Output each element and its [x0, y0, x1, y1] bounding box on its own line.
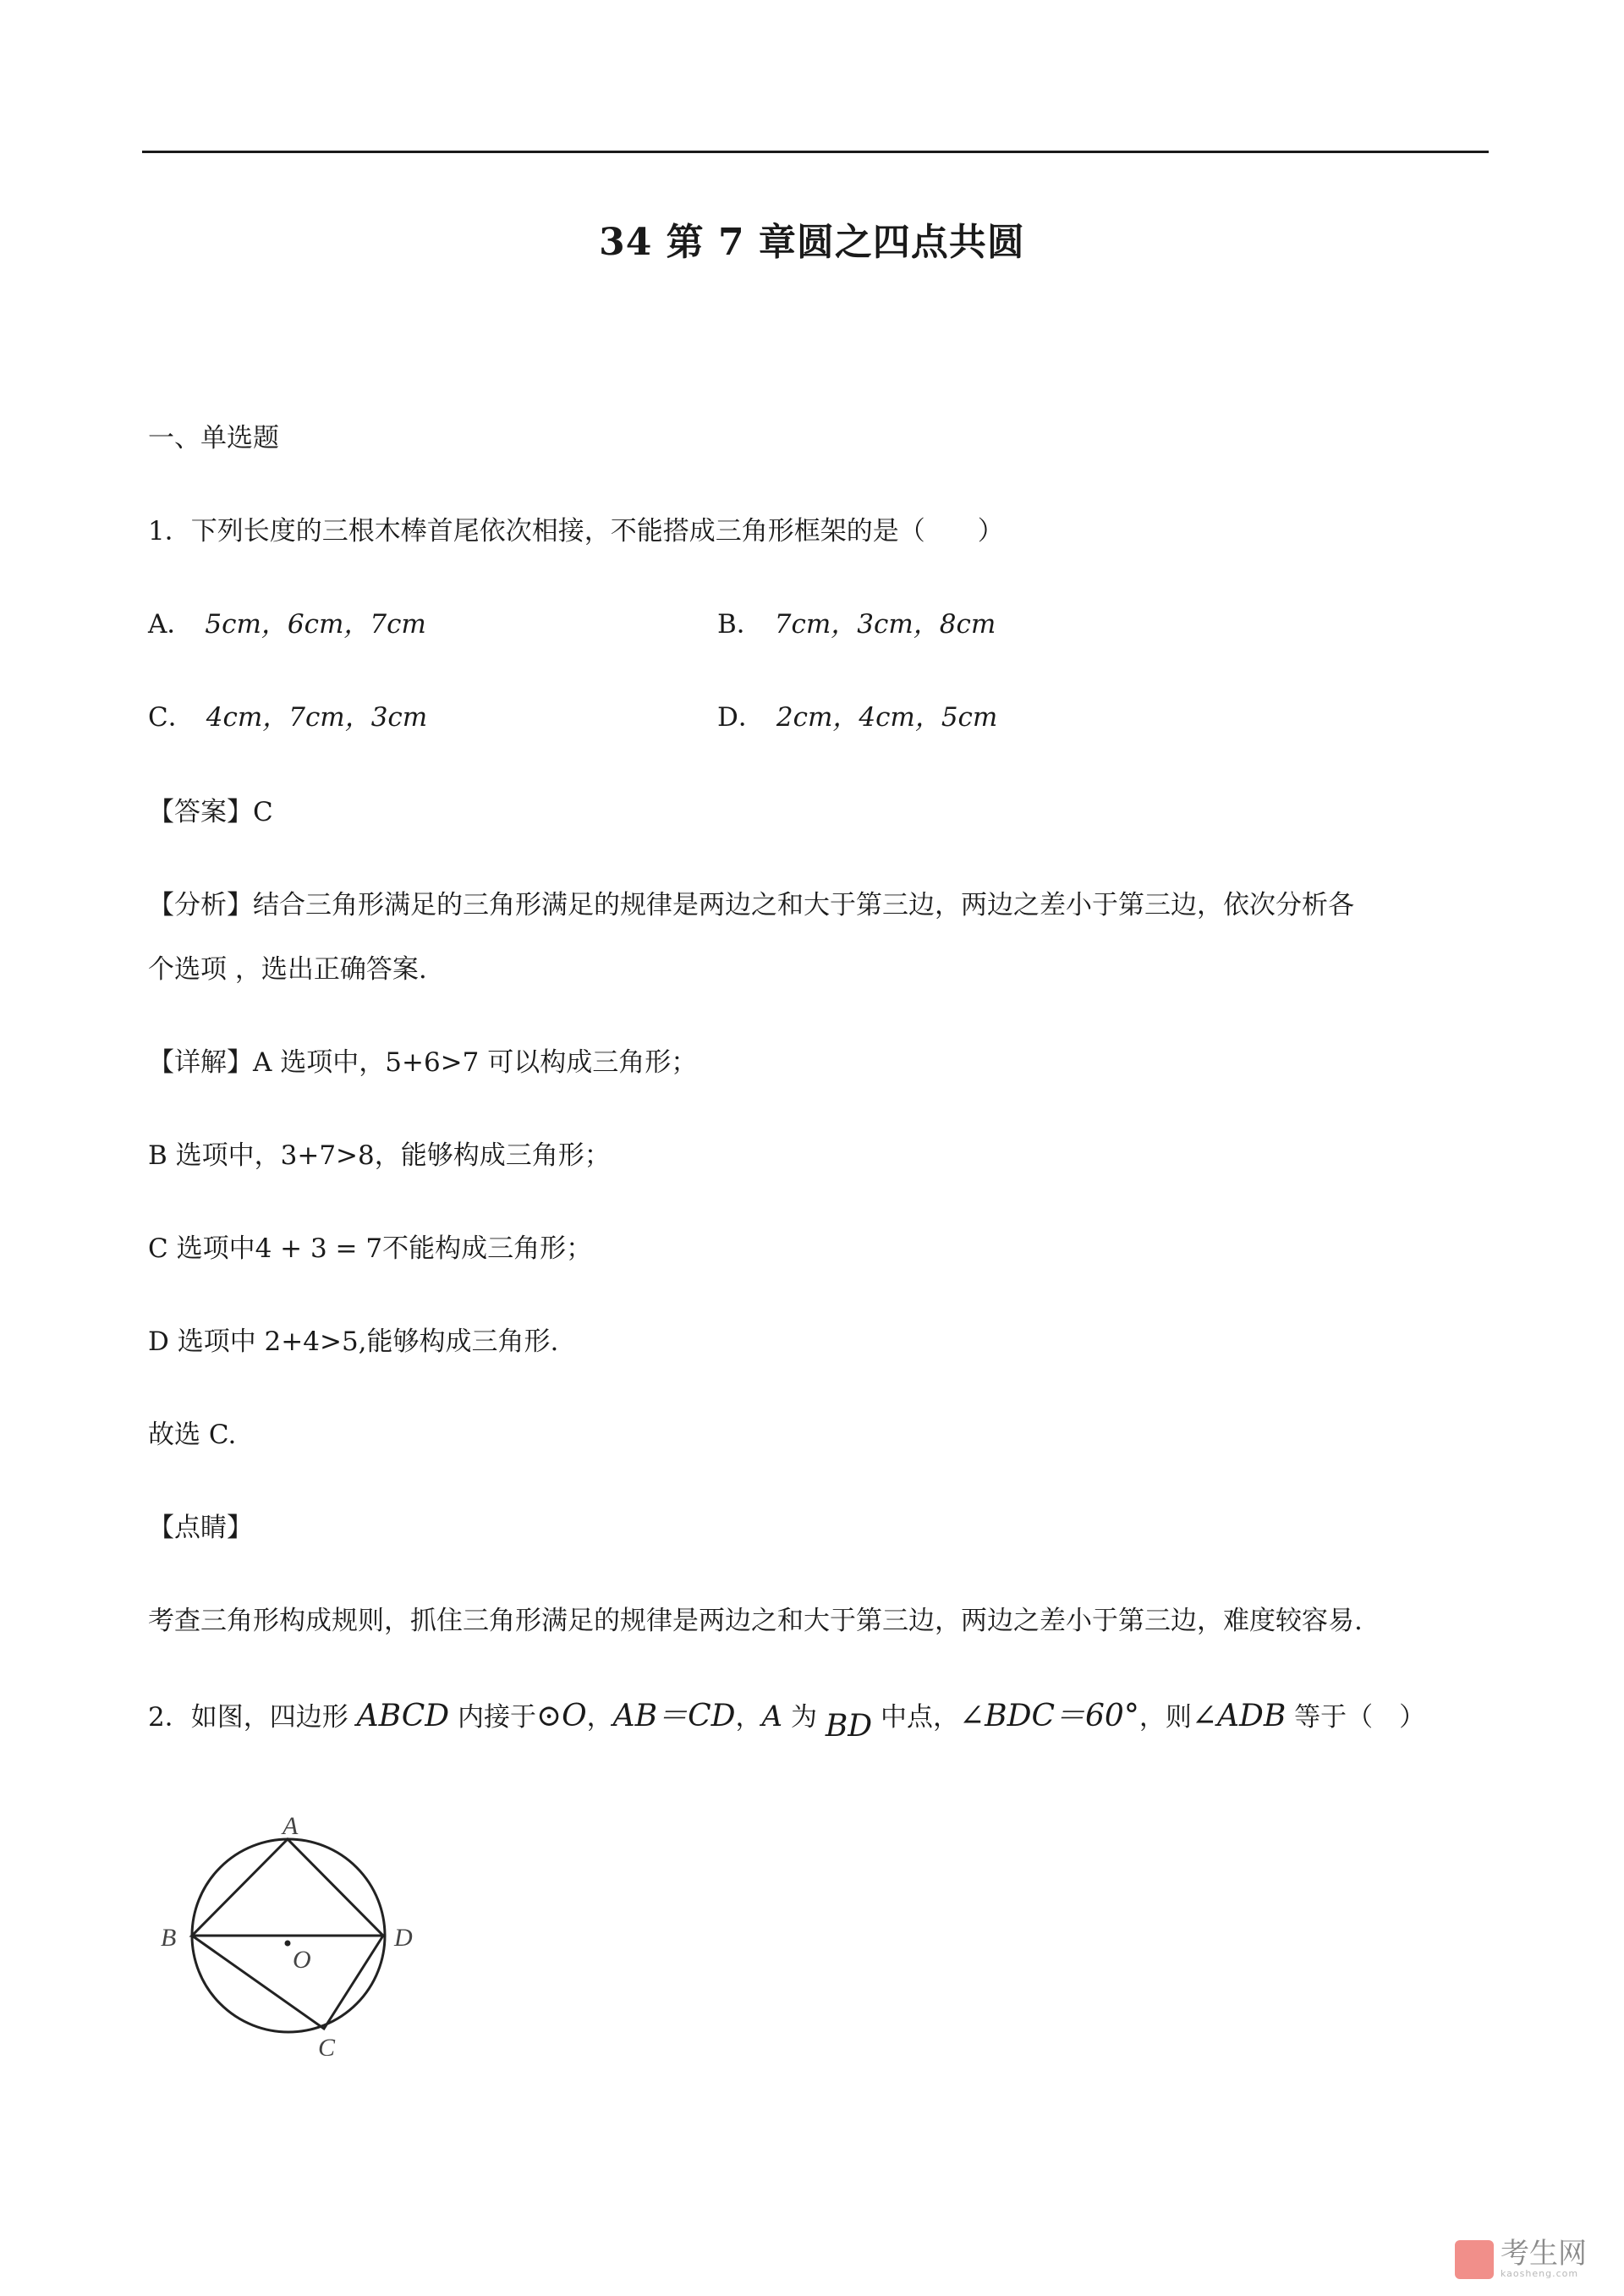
- label-d: D: [394, 1924, 413, 1952]
- label-b: B: [161, 1924, 177, 1952]
- detail-line-4: D 选项中 2+4>5,能够构成三角形.: [148, 1327, 559, 1357]
- question-1-stem: 1．下列长度的三根木棒首尾依次相接，不能搭成三角形框架的是（ ）: [148, 516, 1004, 547]
- conclusion: 故选 C.: [148, 1420, 237, 1450]
- watermark-text: 考生网: [1501, 2237, 1587, 2271]
- option-a: A． 5cm，6cm，7cm: [148, 609, 426, 640]
- label-c: C: [318, 2034, 336, 2056]
- label-a: A: [283, 1812, 299, 1840]
- question-2-stem: 2．如图，四边形 ABCD 内接于⊙O，AB＝CD，A 为 BD 中点，∠BDC＝60°，则∠ADB 等于（ ）: [148, 1699, 1426, 1744]
- answer: 【答案】C: [148, 797, 273, 827]
- center-point: [285, 1941, 291, 1947]
- option-c: C． 4cm，7cm，3cm: [148, 702, 428, 733]
- detail-line-2: B 选项中，3+7>8，能够构成三角形；: [148, 1140, 611, 1171]
- label-o: O: [293, 1946, 311, 1974]
- option-d: D． 2cm，4cm，5cm: [717, 702, 998, 733]
- comment-heading: 【点睛】: [148, 1513, 253, 1543]
- comment-text: 考查三角形构成规则，抓住三角形满足的规律是两边之和大于第三边，两边之差小于第三边，难度较容易.: [148, 1606, 1363, 1636]
- triangle-bcd: [192, 1936, 383, 2029]
- analysis-line-2: 个选项 ，选出正确答案.: [148, 954, 427, 985]
- detail-line-1: 【详解】A 选项中，5+6>7 可以构成三角形；: [148, 1047, 698, 1078]
- option-b: B． 7cm，3cm，8cm: [717, 609, 996, 640]
- triangle-abd: [192, 1839, 383, 1936]
- watermark-url: kaosheng.com: [1501, 2268, 1579, 2279]
- detail-line-3: C 选项中4 + 3 = 7不能构成三角形；: [148, 1233, 593, 1264]
- analysis-line-1: 【分析】结合三角形满足的三角形满足的规律是两边之和大于第三边，两边之差小于第三边，依次分析各: [148, 890, 1354, 920]
- watermark-logo-icon: [1455, 2240, 1494, 2279]
- section-heading: 一、单选题: [148, 423, 279, 453]
- watermark: [1455, 2239, 1587, 2279]
- page-title: 34 第 7 章圆之四点共圆: [599, 221, 1025, 264]
- header-rule: [142, 151, 1489, 153]
- inscribed-quadrilateral-figure: [152, 1802, 457, 2056]
